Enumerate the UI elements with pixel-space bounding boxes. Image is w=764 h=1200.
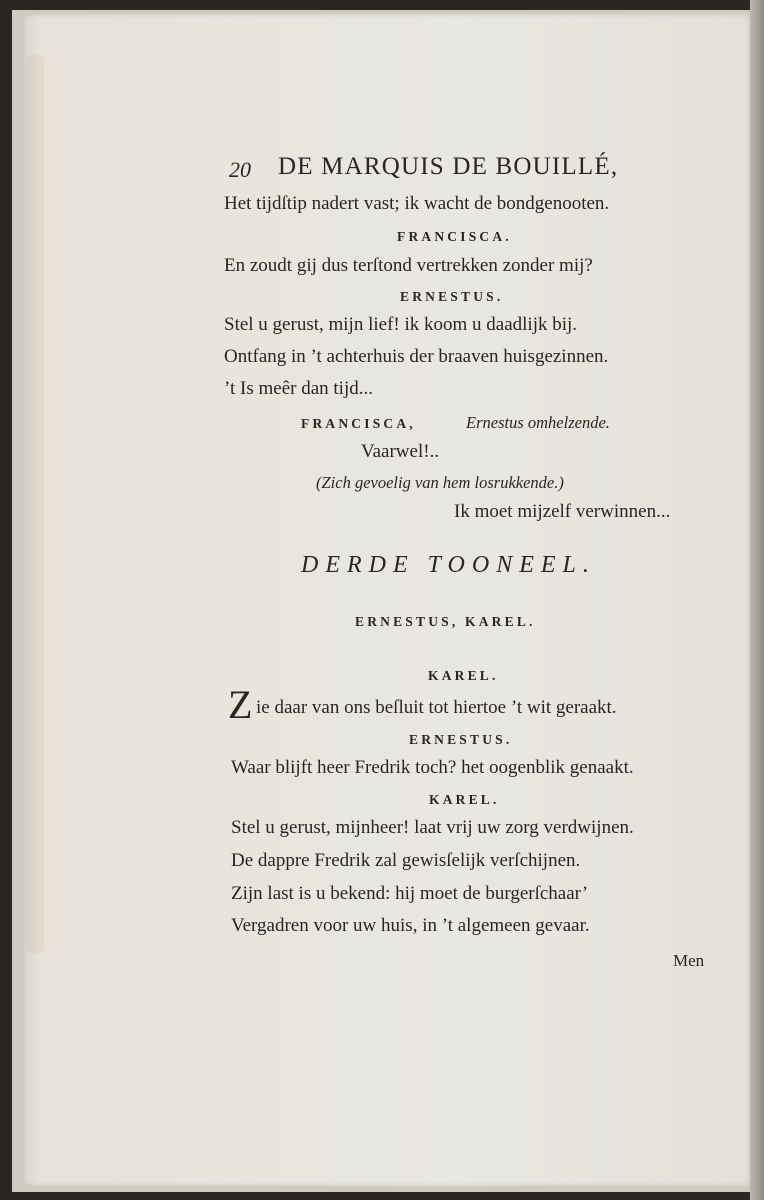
- verse-line: En zoudt gij dus terſtond vertrekken zonder mij?: [224, 255, 593, 276]
- scene-title: DERDE TOONEEL.: [301, 552, 596, 578]
- verse-line: Vaarwel!..: [361, 441, 440, 462]
- verse-line: Stel u gerust, mijnheer! laat vrij uw zorg verdwijnen.: [231, 817, 634, 838]
- verse-line: Waar blijft heer Fredrik toch? het oogenblik genaakt.: [231, 757, 634, 778]
- scene-characters: ERNESTUS, KAREL.: [355, 614, 536, 629]
- verse-line: Zijn last is u bekend: hij moet de burgerſchaar’: [231, 883, 589, 904]
- speaker-name: KAREL.: [428, 668, 499, 683]
- verse-line: Stel u gerust, mijn lief! ik koom u daadlijk bij.: [224, 314, 578, 335]
- verse-line: Vergadren voor uw huis, in ’t algemeen gevaar.: [231, 915, 590, 936]
- speaker-name: ERNESTUS.: [409, 732, 513, 747]
- verse-line: Ontfang in ’t achterhuis der braaven huisgezinnen.: [224, 346, 609, 367]
- drop-cap: Z: [228, 682, 253, 727]
- catchword: Men: [673, 951, 705, 970]
- speaker-name: FRANCISCA.: [397, 229, 512, 244]
- verse-line: De dappre Fredrik zal gewisſelijk verſchijnen.: [231, 850, 581, 871]
- verse-line: ’t Is meêr dan tijd...: [224, 378, 373, 399]
- verse-line: ie daar van ons beſluit tot hiertoe ’t wit geraakt.: [256, 697, 617, 718]
- verse-line: Het tijdſtip nadert vast; ik wacht de bondgenooten.: [224, 193, 610, 214]
- page-edge-stain: [26, 54, 44, 954]
- page-number: 20: [229, 157, 251, 182]
- verse-line: Ik moet mijzelf verwinnen...: [454, 501, 671, 522]
- right-page-edge: [750, 0, 764, 1200]
- speaker-name: FRANCISCA,: [301, 416, 416, 431]
- stage-direction: Ernestus omhelzende.: [466, 413, 610, 432]
- book-page: [22, 14, 750, 1186]
- speaker-name: ERNESTUS.: [400, 289, 504, 304]
- running-title: DE MARQUIS DE BOUILLÉ,: [278, 153, 619, 180]
- stage-direction: (Zich gevoelig van hem losrukkende.): [316, 473, 564, 492]
- speaker-name: KAREL.: [429, 792, 500, 807]
